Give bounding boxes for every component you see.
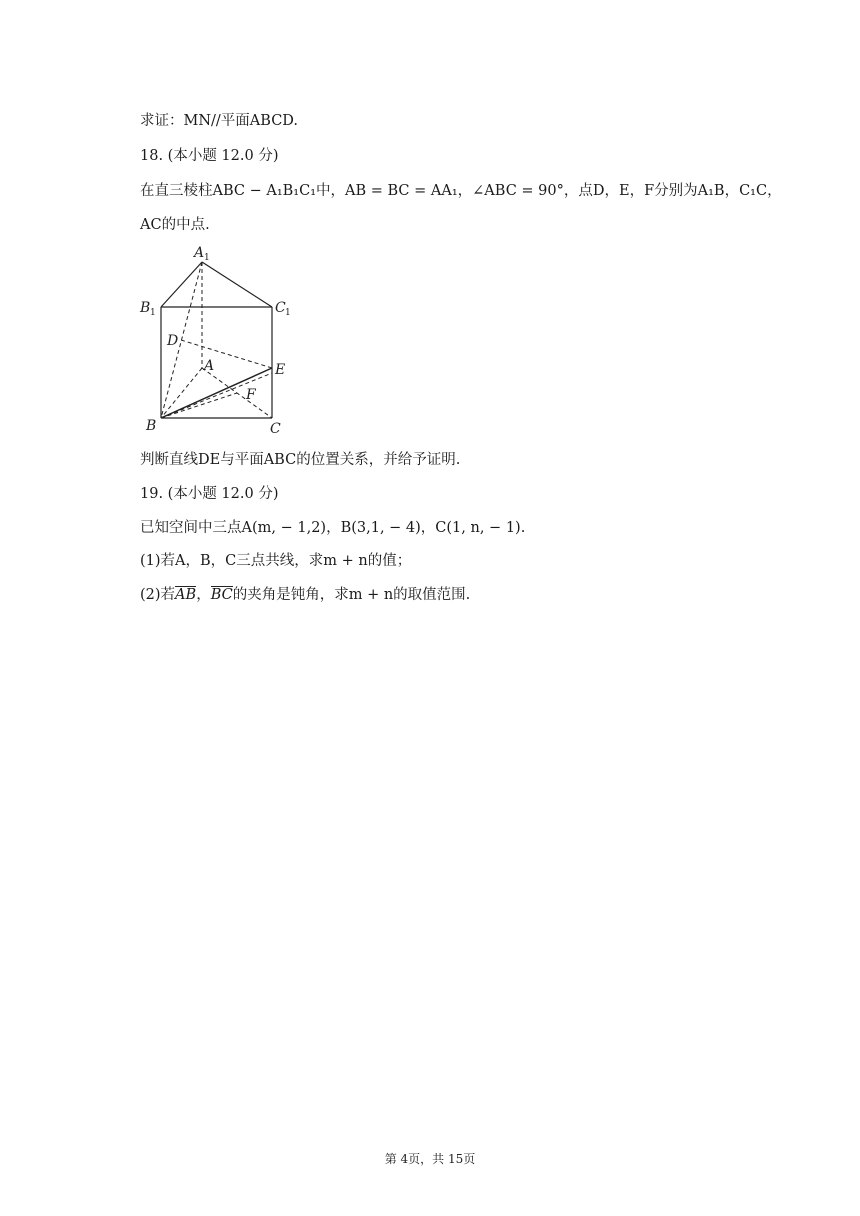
problem-19-part1: (1)若A，B，C三点共线，求m + n的值； (140, 553, 412, 569)
label-c: C (270, 421, 281, 437)
label-f: F (246, 387, 256, 403)
prism-figure (132, 240, 302, 440)
problem-18-statement-line1: 在直三棱柱ABC − A₁B₁C₁中，AB = BC = AA₁，∠ABC = 90°，点D，E，F分别为A₁B，C₁C， (140, 183, 782, 199)
edge-b-f (161, 393, 237, 418)
part2-suffix: 的夹角是钝角，求m + n的取值范围. (232, 587, 471, 603)
label-b1-sub: 1 (150, 308, 156, 318)
label-c1-sub: 1 (285, 308, 291, 318)
label-e: E (275, 362, 286, 378)
page-footer: 第 4页，共 15页 (384, 1152, 476, 1166)
problem-18-statement-line2: AC的中点. (140, 217, 210, 233)
label-b1: B (140, 300, 151, 316)
problem-19-part2 (140, 585, 470, 605)
label-c1: C (275, 300, 286, 316)
edge-a1-c1 (202, 262, 272, 307)
label-d: D (167, 333, 179, 349)
edge-d-e (181, 340, 272, 368)
problem-19-header: 19. (本小题 12.0 分) (140, 486, 279, 502)
problem-18-question: 判断直线DE与平面ABC的位置关系，并给予证明. (140, 452, 461, 468)
problem-19-statement: 已知空间中三点A(m, − 1,2)，B(3,1, − 4)，C(1, n, − 1). (140, 520, 526, 536)
prism-diagram (132, 240, 302, 440)
problem-18-header: 18. (本小题 12.0 分) (140, 148, 279, 164)
label-a1: A (194, 245, 205, 261)
vector-bc: BC (210, 587, 233, 603)
text-line-proof-goal: 求证：MN//平面ABCD. (140, 113, 299, 129)
vector-ab: AB (175, 587, 197, 603)
part2-separator: ， (196, 587, 211, 603)
label-a1-sub: 1 (204, 253, 210, 263)
part2-prefix: (2)若 (140, 587, 176, 603)
label-a: A (204, 358, 215, 374)
label-b: B (146, 418, 157, 434)
